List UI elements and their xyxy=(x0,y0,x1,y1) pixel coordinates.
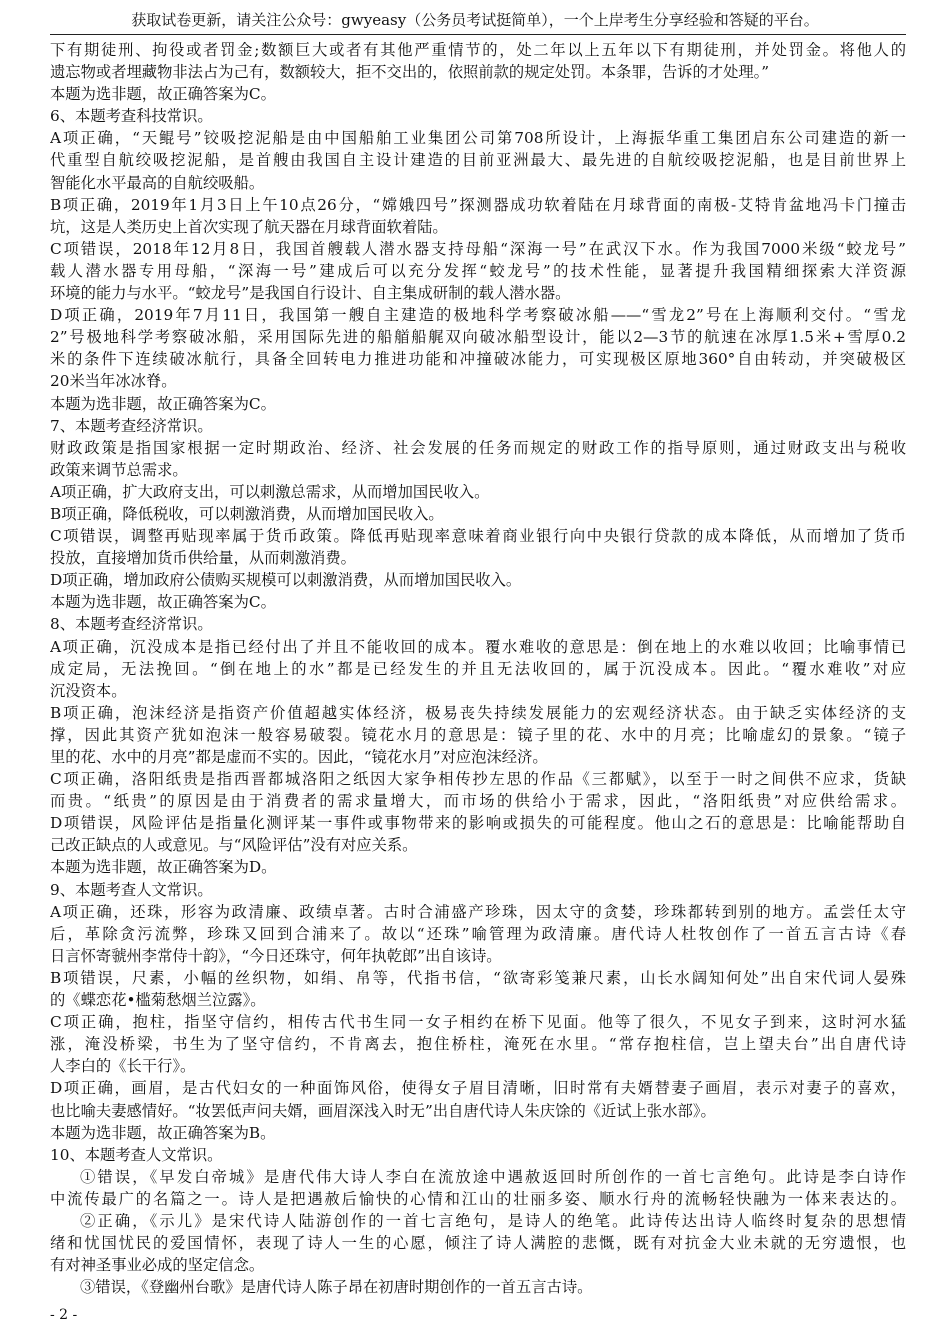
text-line: 本题为选非题，故正确答案为B。 xyxy=(50,1123,276,1142)
text-line: 绪和忧国忧民的爱国情怀，表现了诗人一生的心愿，倾注了诗人满腔的悲慨，既有对抗金大业未就的无穷遗恨，也 xyxy=(50,1234,906,1253)
text-line: 环境的能力与水平。“蛟龙号”是我国自行设计、自主集成研制的载人潜水器。 xyxy=(50,284,571,303)
text-line: 财政政策是指国家根据一定时期政治、经济、社会发展的任务而规定的财政工作的指导原则，通过财政支出与税收 xyxy=(50,438,906,457)
text-line: 智能化水平最高的自航绞吸船。 xyxy=(50,173,265,192)
text-line: C项错误，2018年12月8日，我国首艘载人潜水器支持母船“深海一号”在武汉下水。作为我国7000米级“蛟龙号” xyxy=(50,239,906,258)
text-line: 载人潜水器专用母船，“深海一号”建成后可以充分发挥“蛟龙号”的技术性能，显著提升我国精细探索大洋资源 xyxy=(50,261,906,280)
text-line: C项正确，洛阳纸贵是指西晋都城洛阳之纸因大家争相传抄左思的作品《三都赋》，以至于一时之间供不应求，货缺 xyxy=(50,770,906,789)
text-line: ②正确，《示儿》是宋代诗人陆游创作的一首七言绝句，是诗人的绝笔。此诗传达出诗人临终时复杂的思想情 xyxy=(80,1211,906,1230)
text-line: 而贵。“纸贵”的原因是由于消费者的需求量增大，而市场的供给小于需求，因此，“洛阳纸贵”对应供给需求。 xyxy=(50,792,906,811)
text-line: C项正确，抱柱，指坚守信约，相传古代书生同一女子相约在桥下见面。他等了很久，不见女子到来，这时河水猛 xyxy=(50,1013,906,1032)
page-number: - 2 - xyxy=(50,1307,78,1323)
text-line: 撑，因此其资产犹如泡沫一般容易破裂。镜花水月的意思是：镜子里的花、水中的月亮；比喻虚幻的景象。“镜子 xyxy=(50,725,906,744)
text-line: 坑，这是人类历史上首次实现了航天器在月球背面软着陆。 xyxy=(50,217,448,236)
text-line: 本题为选非题，故正确答案为C。 xyxy=(50,593,276,612)
text-line: B项正确，泡沫经济是指资产价值超越实体经济，极易丧失持续发展能力的宏观经济状态。由于缺乏实体经济的支 xyxy=(50,703,906,722)
text-line: D项正确，增加政府公债购买规模可以刺激消费，从而增加国民收入。 xyxy=(50,571,522,590)
text-line: A项正确，沉没成本是指已经付出了并且不能收回的成本。覆水难收的意思是：倒在地上的水难以收回；比喻事情已 xyxy=(50,637,906,656)
text-line: 20米当年冰冰脊。 xyxy=(50,372,177,391)
text-line: 2”号极地科学考察破冰船，采用国际先进的船艏船艉双向破冰船型设计，能以2—3节的航速在冰厚1.5米+雪厚0.2 xyxy=(50,328,906,347)
text-line: 沉没资本。 xyxy=(50,681,127,700)
text-line: D项错误，风险评估是指量化测评某一事件或事物带来的影响或损失的可能程度。他山之石的意思是：比喻能帮助自 xyxy=(50,814,906,833)
text-line: 日言怀寄虢州李常侍十韵》，“今日还珠守，何年执乾郎”出自该诗。 xyxy=(50,946,502,965)
text-line: 7、本题考查经济常识。 xyxy=(50,416,213,435)
text-line: B项错误，尺素，小幅的丝织物，如绢、帛等，代指书信，“欲寄彩笺兼尺素，山长水阔知何处”出自宋代词人晏殊 xyxy=(50,968,906,987)
text-line: 遗忘物或者埋藏物非法占为己有，数额较大，拒不交出的，依照前款的规定处罚。本条罪，告诉的才处理。” xyxy=(50,63,770,82)
text-line: 人李白的《长干行》。 xyxy=(50,1057,196,1076)
text-line: A项正确，扩大政府支出，可以刺激总需求，从而增加国民收入。 xyxy=(50,482,490,501)
text-line: 9、本题考查人文常识。 xyxy=(50,880,213,899)
text-line: 后，革除贪污流弊，珍珠又回到合浦来了。故以“还珠”喻管理为政清廉。唐代诗人杜牧创作了一首五言古诗《春 xyxy=(50,924,906,943)
text-line: B项正确，降低税收，可以刺激消费，从而增加国民收入。 xyxy=(50,504,444,523)
page-header: 获取试卷更新，请关注公众号：gwyeasy（公务员考试挺简单），一个上岸考生分享经验和答疑的平台。 xyxy=(131,11,819,29)
text-line: 本题为选非题，故正确答案为C。 xyxy=(50,85,276,104)
text-line: A项正确，“天鲲号”铰吸挖泥船是由中国船舶工业集团公司第708所设计，上海振华重工集团启东公司建造的新一 xyxy=(50,129,906,148)
text-line: D项正确，画眉，是古代妇女的一种面饰风俗，使得女子眉目清晰，旧时常有夫婿替妻子画眉，表示对妻子的喜欢， xyxy=(50,1079,906,1098)
text-line: 本题为选非题，故正确答案为D。 xyxy=(50,858,277,877)
text-line: 也比喻夫妻感情好。“妆罢低声问夫婿，画眉深浅入时无”出自唐代诗人朱庆馀的《近试上张水部》。 xyxy=(50,1101,716,1120)
text-line: 的《蝶恋花•槛菊愁烟兰泣露》。 xyxy=(50,991,266,1010)
text-line: A项正确，还珠，形容为政清廉、政绩卓著。古时合浦盛产珍珠，因太守的贪婪，珍珠都转到别的地方。孟尝任太守 xyxy=(50,902,906,921)
text-line: 政策来调节总需求。 xyxy=(50,460,188,479)
text-line: 里的花、水中的月亮”都是虚而不实的。因此，“镜花水月”对应泡沫经济。 xyxy=(50,748,548,766)
text-line: 8、本题考查经济常识。 xyxy=(50,615,213,634)
text-line: 投放，直接增加货币供给量，从而刺激消费。 xyxy=(50,549,356,568)
text-line: B项正确，2019年1月3日上午10点26分，“嫦娥四号”探测器成功软着陆在月球背面的南极-艾特肯盆地冯卡门撞击 xyxy=(50,195,906,214)
text-line: 成定局，无法挽回。“倒在地上的水”都是已经发生的并且无法收回的，属于沉没成本。因此。“覆水难收”对应 xyxy=(50,659,906,678)
text-line: 本题为选非题，故正确答案为C。 xyxy=(50,394,276,413)
text-line: 下有期徒刑、拘役或者罚金;数额巨大或者有其他严重情节的，处二年以上五年以下有期徒刑，并处罚金。将他人的 xyxy=(50,41,906,59)
text-line: C项错误，调整再贴现率属于货币政策。降低再贴现率意味着商业银行向中央银行贷款的成本降低，从而增加了货币 xyxy=(50,527,906,546)
text-line: ③错误，《登幽州台歌》是唐代诗人陈子昂在初唐时期创作的一首五言古诗。 xyxy=(80,1278,593,1297)
text-line: ①错误，《早发白帝城》是唐代伟大诗人李白在流放途中遇赦返回时所创作的一首七言绝句。此诗是李白诗作 xyxy=(80,1167,906,1186)
text-line: 6、本题考查科技常识。 xyxy=(50,107,213,126)
text-line: 米的条件下连续破冰航行，具备全回转电力推进功能和冲撞破冰能力，可实现极区原地360°自由转动，并突破极区 xyxy=(50,350,906,369)
header-divider xyxy=(50,34,906,35)
text-line: 涨，淹没桥梁，书生为了坚守信约，不肯离去，抱住桥柱，淹死在水里。“常存抱柱信，岂上望夫台”出自唐代诗 xyxy=(50,1035,906,1054)
text-line: 中流传最广的名篇之一。诗人是把遇赦后愉快的心情和江山的壮丽多姿、顺水行舟的流畅轻快融为一体来表达的。 xyxy=(50,1189,906,1208)
document-body xyxy=(50,39,906,1298)
text-line: 代重型自航绞吸挖泥船，是首艘由我国自主设计建造的目前亚洲最大、最先进的自航绞吸挖泥船，也是目前世界上 xyxy=(50,151,906,170)
text-line: 己改正缺点的人或意见。与“风险评估”没有对应关系。 xyxy=(50,836,418,855)
text-line: D项正确，2019年7月11日，我国第一艘自主建造的极地科学考察破冰船——“雪龙2”号在上海顺利交付。“雪龙 xyxy=(50,306,906,325)
text-line: 10、本题考查人文常识。 xyxy=(50,1145,223,1164)
text-line: 有对神圣事业必成的坚定信念。 xyxy=(50,1256,265,1275)
